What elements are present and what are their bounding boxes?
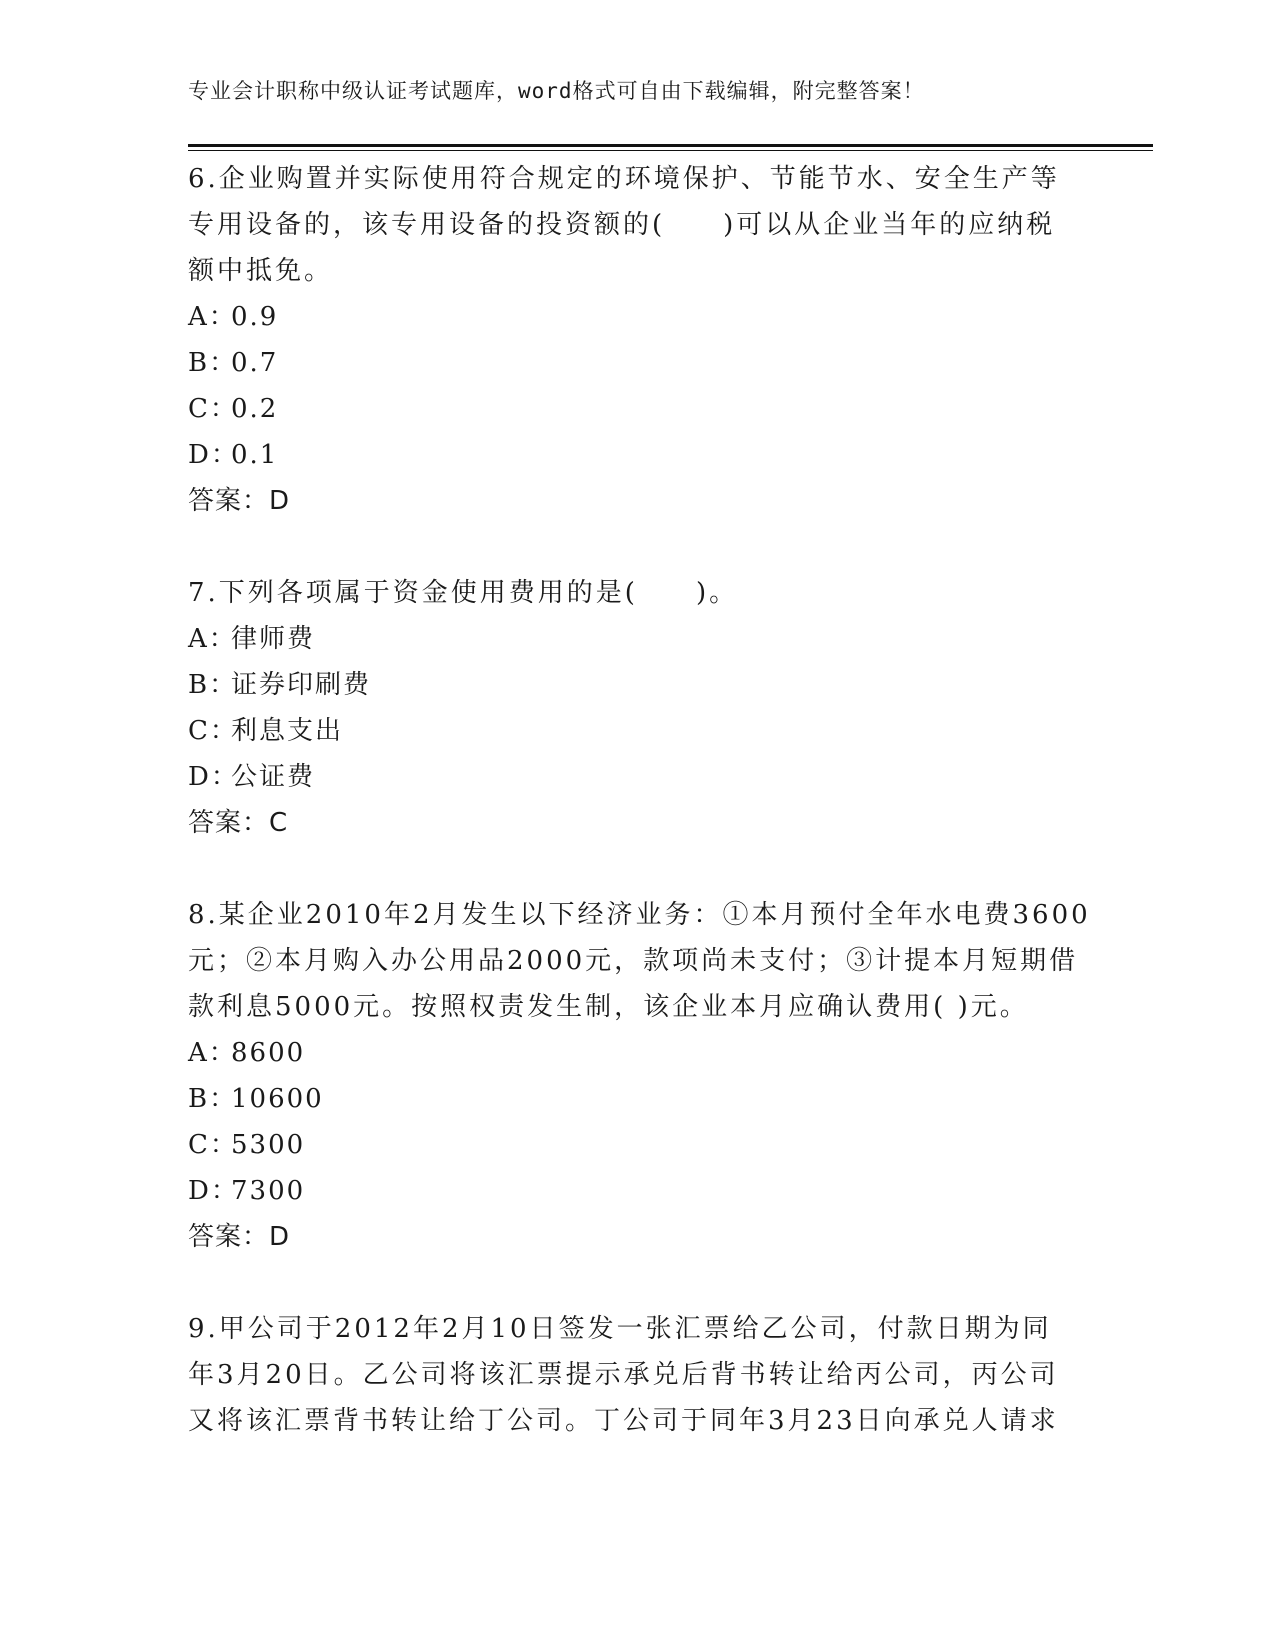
- page-header: 专业会计职称中级认证考试题库，word格式可自由下载编辑，附完整答案！: [188, 79, 925, 103]
- option-letter: B：: [188, 348, 238, 378]
- question-text-line: 9.甲公司于2012年2月10日签发一张汇票给乙公司，付款日期为同: [188, 1314, 1052, 1344]
- option-text: 0.7: [231, 348, 279, 378]
- option-letter: C：: [188, 394, 238, 424]
- option-text: 公证费: [231, 762, 316, 792]
- question-text-line: 额中抵免。: [188, 256, 334, 286]
- option-letter: A：: [188, 302, 237, 332]
- option-text: 5300: [231, 1130, 306, 1160]
- question-8: [188, 892, 1091, 1260]
- question-6: [188, 156, 1088, 524]
- option-text: 0.9: [231, 302, 279, 332]
- option-letter: B：: [188, 670, 238, 700]
- option-text: 7300: [231, 1176, 306, 1206]
- option-text: 10600: [231, 1084, 324, 1114]
- question-9: [188, 1306, 1088, 1444]
- option-letter: D：: [188, 762, 239, 792]
- option-b: [188, 662, 1088, 708]
- question-text-line: 元；②本月购入办公用品2000元，款项尚未支付；③计提本月短期借: [188, 946, 1079, 976]
- option-text: 利息支出: [231, 716, 344, 746]
- option-a: [188, 616, 1088, 662]
- question-text-line: 6.企业购置并实际使用符合规定的环境保护、节能节水、安全生产等: [188, 164, 1060, 194]
- option-d: [188, 1168, 1088, 1214]
- option-d: [188, 432, 1088, 478]
- question-text-line: 8.某企业2010年2月发生以下经济业务：①本月预付全年水电费3600: [188, 900, 1091, 930]
- question-text-line: 7.下列各项属于资金使用费用的是( )。: [188, 578, 739, 608]
- option-b: [188, 1076, 1088, 1122]
- question-7: [188, 570, 1088, 846]
- answer-line: 答案：D: [188, 486, 291, 516]
- option-letter: D：: [188, 440, 239, 470]
- option-text: 8600: [231, 1038, 306, 1068]
- option-a: [188, 1030, 1088, 1076]
- option-letter: A：: [188, 624, 237, 654]
- option-c: [188, 386, 1088, 432]
- answer-line: 答案：C: [188, 808, 289, 838]
- question-text-line: 又将该汇票背书转让给丁公司。丁公司于同年3月23日向承兑人请求: [188, 1406, 1059, 1436]
- question-text-line: 年3月20日。乙公司将该汇票提示承兑后背书转让给丙公司，丙公司: [188, 1360, 1059, 1390]
- option-c: [188, 708, 1088, 754]
- answer-line: 答案：D: [188, 1222, 291, 1252]
- option-a: [188, 294, 1088, 340]
- option-d: [188, 754, 1088, 800]
- option-letter: B：: [188, 1084, 238, 1114]
- header-rule-thin: [188, 150, 1153, 151]
- option-letter: D：: [188, 1176, 239, 1206]
- option-text: 0.1: [231, 440, 279, 470]
- option-text: 证券印刷费: [231, 670, 372, 700]
- question-list: [188, 156, 1091, 1490]
- header-rule-thick: [188, 144, 1153, 147]
- option-text: 律师费: [231, 624, 316, 654]
- option-letter: C：: [188, 1130, 238, 1160]
- option-text: 0.2: [231, 394, 279, 424]
- question-text-line: 款利息5000元。按照权责发生制，该企业本月应确认费用( )元。: [188, 992, 1029, 1022]
- option-b: [188, 340, 1088, 386]
- question-text-line: 专用设备的，该专用设备的投资额的( )可以从企业当年的应纳税: [188, 210, 1056, 240]
- option-letter: A：: [188, 1038, 237, 1068]
- option-letter: C：: [188, 716, 238, 746]
- option-c: [188, 1122, 1088, 1168]
